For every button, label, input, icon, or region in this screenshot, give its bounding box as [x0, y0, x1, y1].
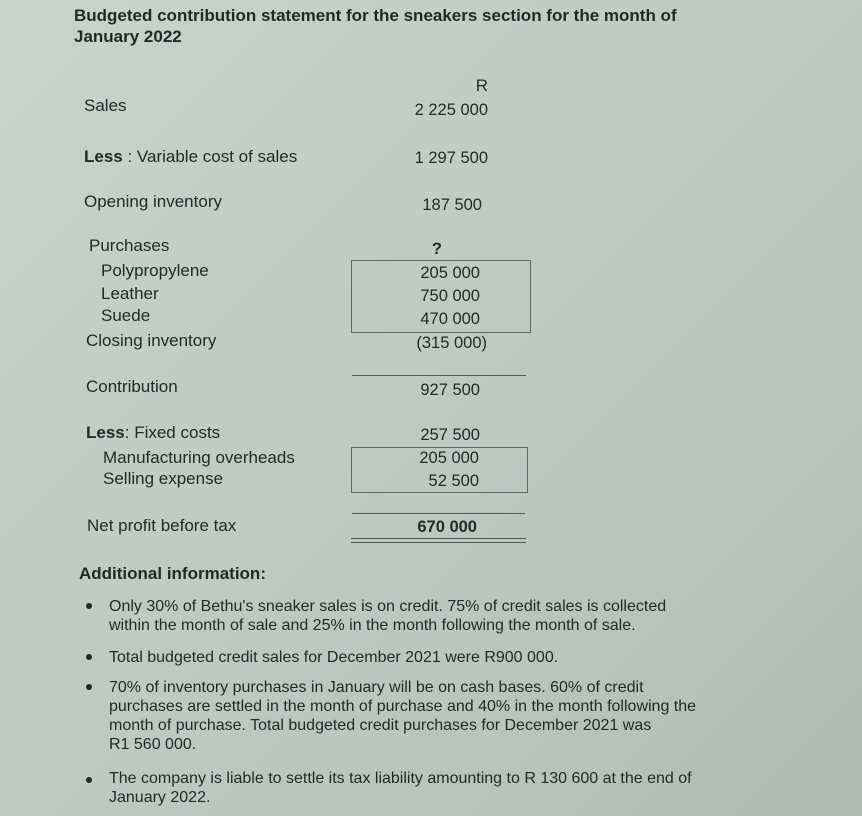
purchase-item-label: Polypropylene [101, 261, 209, 280]
additional-info-line: R1 560 000. [109, 736, 197, 753]
double-rule-bottom [351, 542, 526, 543]
additional-info-line: January 2022. [109, 789, 211, 806]
fixed-costs-label [86, 423, 220, 443]
purchase-item-label: Suede [101, 306, 151, 325]
total-rule [352, 513, 525, 514]
contribution-label: Contribution [86, 377, 178, 396]
purchase-item-amount: 750 000 [420, 287, 480, 305]
fixed-item-label: Manufacturing overheads [103, 448, 295, 467]
additional-info-heading: Additional information: [79, 564, 266, 583]
additional-info-line: 70% of inventory purchases in January will be on cash bases. 60% of credit [109, 679, 644, 696]
fixed-costs-text: : Fixed costs [124, 423, 221, 442]
closing-inventory-label: Closing inventory [86, 331, 217, 350]
bullet-icon [86, 684, 92, 690]
fixed-item-amount: 52 500 [428, 472, 479, 490]
purchase-item-amount: 205 000 [420, 264, 480, 282]
closing-inventory-amount: (315 000) [416, 334, 487, 352]
additional-info-item [109, 648, 783, 667]
bullet-icon [86, 603, 92, 609]
variable-cost-amount: 1 297 500 [414, 149, 488, 167]
net-profit-label: Net profit before tax [87, 516, 237, 535]
opening-inventory-label: Opening inventory [84, 192, 222, 211]
fixed-item-label: Selling expense [103, 469, 224, 488]
bullet-icon [86, 654, 92, 660]
additional-info-line: within the month of sale and 25% in the month following the month of sale. [109, 617, 636, 634]
additional-info-item [109, 769, 783, 807]
additional-info-line: Total budgeted credit sales for December 2021 were R900 000. [109, 649, 559, 666]
additional-info-line: Only 30% of Bethu's sneaker sales is on credit. 75% of credit sales is collected [109, 598, 667, 615]
net-profit-amount: 670 000 [417, 518, 477, 536]
less-keyword: Less [84, 147, 123, 166]
additional-info-item [109, 678, 781, 754]
purchase-item-label: Leather [101, 284, 159, 303]
opening-inventory-amount: 187 500 [422, 196, 482, 214]
additional-info-line: purchases are settled in the month of purchase and 40% in the month following the [109, 698, 697, 715]
variable-cost-label [84, 147, 297, 167]
statement-title-line2: January 2022 [74, 27, 182, 46]
fixed-item-amount: 205 000 [419, 449, 479, 467]
subtotal-rule [352, 375, 526, 376]
additional-info-line: month of purchase. Total budgeted credit purchases for December 2021 was [109, 717, 652, 734]
currency-header: R [475, 76, 488, 95]
statement-title-line1: Budgeted contribution statement for the sneakers section for the month of [74, 6, 677, 25]
purchase-item-amount: 470 000 [420, 310, 480, 328]
purchases-label: Purchases [89, 236, 170, 255]
bullet-icon [86, 777, 92, 783]
fixed-costs-amount: 257 500 [420, 426, 480, 444]
contribution-amount: 927 500 [420, 381, 480, 399]
variable-cost-text: : Variable cost of sales [122, 147, 298, 166]
additional-info-line: The company is liable to settle its tax liability amounting to R 130 600 at the end of [109, 770, 692, 787]
sales-amount: 2 225 000 [414, 101, 488, 119]
less-keyword: Less [86, 423, 125, 442]
sales-label: Sales [84, 96, 127, 115]
purchases-amount: ? [431, 240, 442, 258]
double-rule-top [351, 538, 526, 539]
additional-info-item [109, 597, 783, 635]
